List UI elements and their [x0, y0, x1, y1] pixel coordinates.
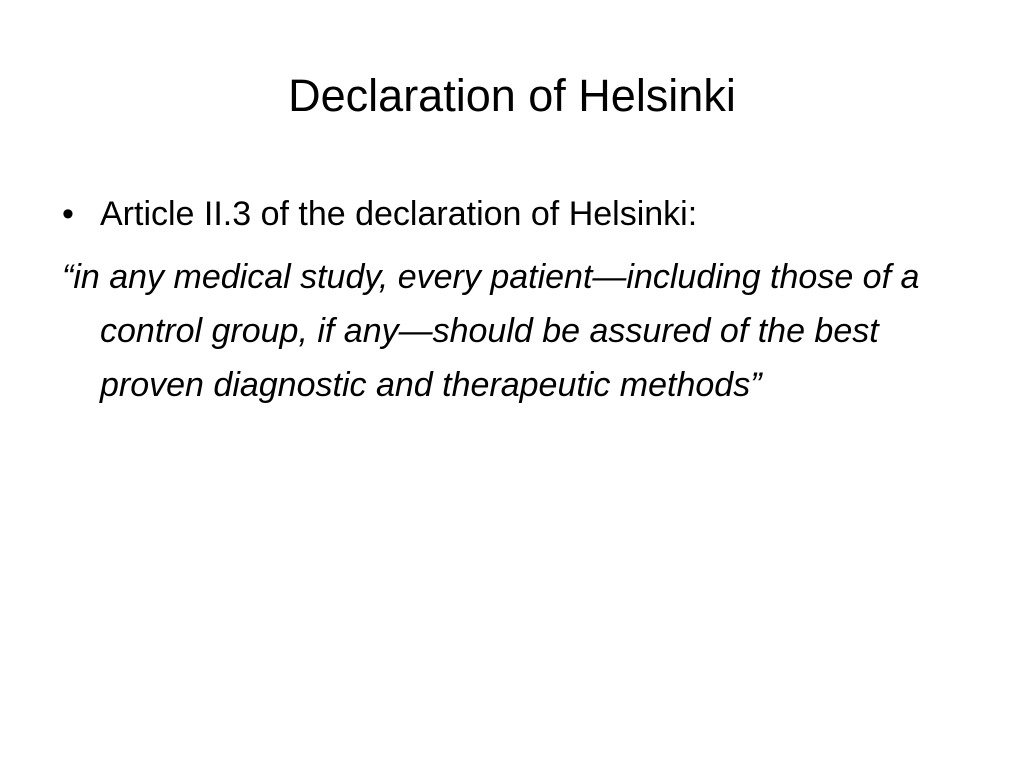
bullet-item — [62, 190, 962, 238]
quote-text: “in any medical study, every patient—including those of a control group, if any—should be assured of the best proven diagnostic and therapeutic methods” — [62, 258, 929, 404]
bullet-text: Article II.3 of the declaration of Helsinki: — [100, 195, 698, 233]
slide-title: Declaration of Helsinki — [288, 70, 736, 121]
bullet-marker: • — [62, 195, 74, 233]
